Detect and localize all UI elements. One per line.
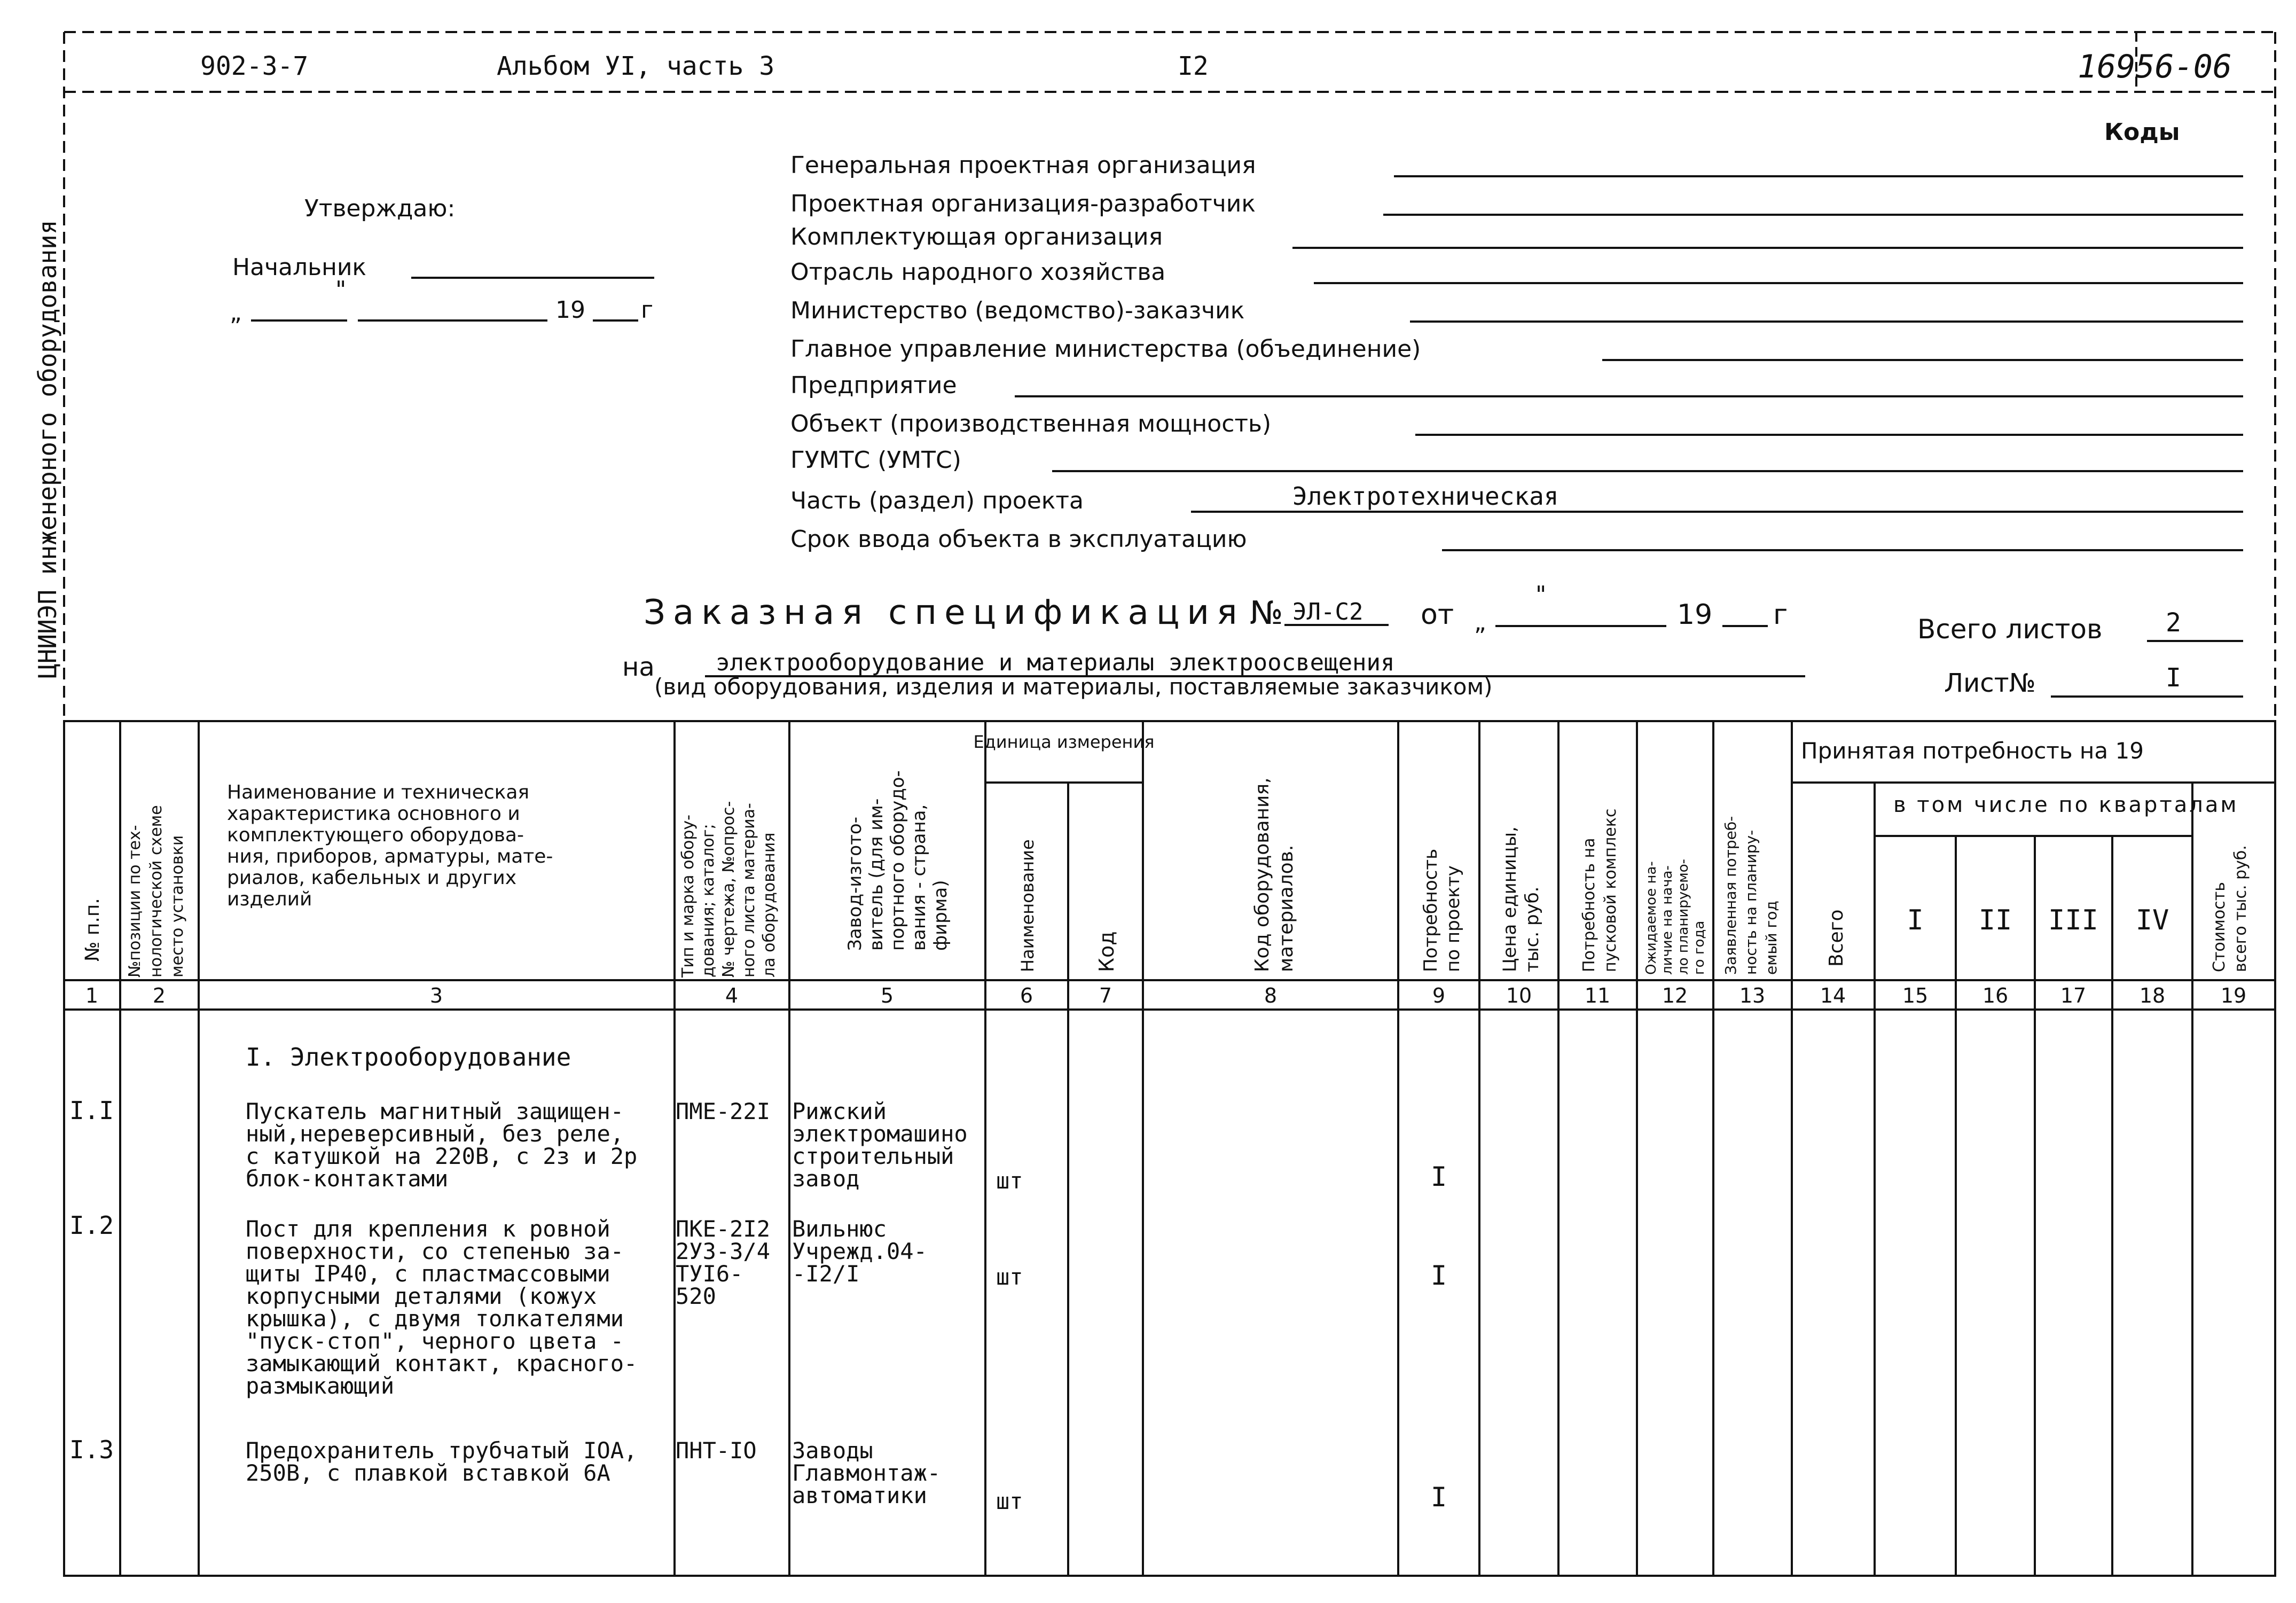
- row-unit: шт: [996, 1168, 1023, 1194]
- header-line: пусковой комплекс: [1601, 808, 1620, 972]
- header-line: фирма): [930, 880, 951, 951]
- row-number: I.3: [69, 1435, 114, 1464]
- table-header: [82, 732, 2250, 978]
- org-field-label: Срок ввода объекта в эксплуатацию: [790, 526, 1247, 553]
- codes-label: Коды: [2104, 119, 2180, 146]
- row-maker-line: Учрежд.04-: [792, 1238, 927, 1264]
- header-quarters: в том числе по кварталам: [1893, 793, 2239, 817]
- approval-block: [230, 195, 653, 326]
- header-line: Завод-изгото-: [844, 817, 866, 951]
- column-number: 5: [880, 984, 894, 1007]
- header-col-9: [1420, 849, 1464, 972]
- project-code: 902-3-7: [200, 51, 309, 81]
- header-col-2: [126, 805, 187, 978]
- column-number: 3: [429, 984, 443, 1007]
- column-numbers: [85, 984, 2246, 1007]
- header-line: изделий: [227, 888, 312, 910]
- column-number: 15: [1902, 984, 1929, 1007]
- row-name-line: Пост для крепления к ровной: [246, 1216, 610, 1242]
- approve-year-suffix: г: [641, 296, 654, 324]
- header-col-11: [1580, 809, 1620, 972]
- row-maker-line: Главмонтаж-: [792, 1460, 941, 1486]
- spec-year: 19: [1677, 599, 1713, 631]
- row-number: I.I: [69, 1096, 114, 1125]
- header-line: Потребность: [1420, 848, 1441, 972]
- header-line: ного листа материа-: [740, 803, 758, 978]
- row-name-line: крышка), с двумя толкателями: [246, 1305, 624, 1332]
- row-type-line: ПКЕ-2I2: [676, 1216, 771, 1242]
- row-name-line: щиты IP40, с пластмассовыми: [246, 1261, 610, 1287]
- row-maker-line: строительный: [792, 1143, 954, 1169]
- org-field-label: Объект (производственная мощность): [790, 410, 1272, 437]
- table-body: [69, 1043, 1447, 1514]
- row-maker-line: -I2/I: [792, 1261, 860, 1287]
- page-number: I2: [1178, 51, 1209, 81]
- org-field-label: Генеральная проектная организация: [790, 152, 1256, 179]
- column-number: 13: [1739, 984, 1766, 1007]
- sheet-label: Лист№: [1944, 668, 2036, 698]
- row-type-line: 2У3-3/4: [676, 1238, 771, 1264]
- row-maker-line: Рижский: [792, 1098, 887, 1124]
- header-line: емый год: [1762, 901, 1780, 975]
- row-name-line: блок-контактами: [246, 1166, 449, 1192]
- column-number: 17: [2060, 984, 2087, 1007]
- header-line: комплектующего оборудова-: [227, 824, 524, 846]
- header-line: № чертежа, №опрос-: [719, 801, 738, 978]
- column-number: 10: [1506, 984, 1532, 1007]
- row-quantity: I: [1430, 1161, 1447, 1192]
- header-line: Код оборудования,: [1251, 777, 1273, 972]
- row-name-line: Предохранитель трубчатый IOA,: [246, 1437, 638, 1464]
- row-type-line: ПНТ-IO: [676, 1437, 757, 1464]
- row-unit: шт: [996, 1264, 1023, 1290]
- row-name-line: Пускатель магнитный защищен-: [246, 1098, 624, 1124]
- row-name-line: корпусными деталями (кожух: [246, 1283, 597, 1309]
- header-line: го года: [1691, 920, 1707, 975]
- header-col-3: [227, 781, 553, 910]
- row-number: I.2: [69, 1211, 114, 1240]
- column-number: 18: [2139, 984, 2166, 1007]
- approve-title: Утверждаю:: [304, 195, 456, 222]
- header-quarter-3: III: [2048, 904, 2098, 936]
- header-unit-group: Единица измерения: [973, 732, 1155, 752]
- table-row: [69, 1096, 1447, 1194]
- approve-date-open: „: [230, 299, 242, 326]
- header-line: витель (для им-: [866, 798, 887, 951]
- column-number: 7: [1099, 984, 1112, 1007]
- total-sheets-value: 2: [2166, 608, 2181, 638]
- header-line: характеристика основного и: [227, 803, 520, 825]
- header-line: ния, приборов, арматуры, мате-: [227, 846, 553, 867]
- header-col-10: [1499, 826, 1543, 972]
- approve-year: 19: [555, 296, 585, 324]
- row-maker-line: электромашино: [792, 1121, 968, 1147]
- row-name-line: 250В, с плавкой вставкой 6А: [246, 1460, 610, 1486]
- header-line: дования; каталог;: [699, 824, 718, 978]
- header-col-19: [2210, 845, 2250, 972]
- org-field-label: ГУМТС (УМТС): [790, 447, 961, 474]
- header-col-13: [1722, 816, 1780, 975]
- org-field-label: Предприятие: [790, 372, 957, 399]
- org-field-label: Министерство (ведомство)-заказчик: [790, 297, 1245, 324]
- org-field-label: Комплектующая организация: [790, 223, 1163, 251]
- spec-title: Заказная спецификация: [644, 593, 1245, 632]
- header-quarter-4: IV: [2135, 904, 2169, 936]
- spec-number: ЭЛ-С2: [1292, 598, 1364, 625]
- header-line: Заявленная потреб-: [1722, 816, 1739, 975]
- spec-subject: электрооборудование и материалы электроосвещения: [716, 649, 1395, 676]
- header-line: вания - страна,: [908, 804, 930, 951]
- header-col-6: Наименование: [1017, 839, 1038, 972]
- header-quarter-2: II: [1978, 904, 2012, 936]
- column-number: 12: [1662, 984, 1688, 1007]
- header-line: Цена единицы,: [1499, 826, 1521, 972]
- specification-title-block: [622, 581, 2181, 700]
- header-line: Тип и марка обору-: [679, 815, 698, 978]
- page-header: [200, 48, 2232, 85]
- row-maker-line: Вильнюс: [792, 1216, 887, 1242]
- header-col-8: [1251, 777, 1297, 972]
- organization-fields: [790, 152, 1559, 553]
- header-col-5: [844, 770, 951, 951]
- column-number: 9: [1432, 984, 1446, 1007]
- approve-chief-label: Начальник: [232, 254, 367, 281]
- row-maker-line: автоматики: [792, 1482, 927, 1508]
- table-row: [69, 1435, 1447, 1514]
- column-number: 16: [1982, 984, 2009, 1007]
- row-name-line: с катушкой на 220В, с 2з и 2р: [246, 1143, 638, 1169]
- header-line: Стоимость: [2210, 882, 2229, 972]
- header-line: Наименование и техническая: [227, 781, 530, 803]
- header-line: ла оборудования: [760, 832, 779, 978]
- section-title: I. Электрооборудование: [246, 1043, 571, 1072]
- header-col-14: Всего: [1825, 909, 1847, 967]
- header-col-7: Код: [1095, 931, 1118, 972]
- spec-on-label: на: [622, 652, 655, 682]
- row-name-line: ный,нереверсивный, без реле,: [246, 1121, 624, 1147]
- column-number: 2: [152, 984, 166, 1007]
- header-line: материалов.: [1275, 844, 1297, 972]
- document-number: 16956-06: [2078, 48, 2232, 85]
- spec-subject-caption: (вид оборудования, изделия и материалы, поставляемые заказчиком): [654, 674, 1493, 700]
- header-line: портного оборудо-: [887, 770, 908, 951]
- row-name-line: размыкающий: [246, 1373, 395, 1399]
- row-quantity: I: [1430, 1260, 1447, 1291]
- header-line: Потребность на: [1580, 838, 1598, 972]
- spec-number-label: №: [1250, 595, 1283, 632]
- header-col-4: [679, 801, 779, 978]
- row-maker-line: завод: [792, 1166, 860, 1192]
- column-number: 6: [1020, 984, 1033, 1007]
- spec-from-label: от: [1421, 599, 1454, 631]
- header-quarter-1: I: [1907, 904, 1924, 936]
- spec-date-close: ": [1535, 581, 1547, 608]
- row-maker-line: Заводы: [792, 1437, 873, 1464]
- header-line: ло планируемо-: [1675, 858, 1691, 975]
- approve-date-close: ": [335, 276, 347, 303]
- row-name-line: "пуск-стоп", черного цвета -: [246, 1328, 624, 1354]
- org-field-label: Проектная организация-разработчик: [790, 190, 1256, 217]
- org-field-label: Отрасль народного хозяйства: [790, 259, 1166, 286]
- row-name-line: поверхности, со степенью за-: [246, 1238, 624, 1264]
- header-line: ность на планиру-: [1742, 830, 1760, 975]
- row-name-line: замыкающий контакт, красного-: [246, 1350, 638, 1377]
- row-type-line: ПМЕ-22I: [676, 1098, 771, 1124]
- column-number: 4: [725, 984, 739, 1007]
- org-field-label: Часть (раздел) проекта: [790, 487, 1084, 514]
- total-sheets-label: Всего листов: [1917, 614, 2103, 645]
- row-quantity: I: [1430, 1482, 1447, 1513]
- header-line: по проекту: [1443, 865, 1464, 972]
- org-field-label: Главное управление министерства (объединение): [790, 335, 1421, 363]
- table-row: [69, 1211, 1447, 1399]
- column-number: 8: [1264, 984, 1278, 1007]
- column-number: 19: [2220, 984, 2247, 1007]
- header-line: Ожидаемое на-: [1643, 861, 1659, 975]
- header-line: №позиции по тех-: [126, 825, 144, 978]
- header-line: место установки: [168, 835, 187, 978]
- row-type-line: ТУI6-: [676, 1261, 743, 1287]
- header-line: нологической схеме: [147, 805, 166, 978]
- header-accepted: Принятая потребность на 19: [1801, 738, 2144, 764]
- album-label: Альбом УI, часть 3: [497, 51, 775, 81]
- header-col-1: № п.п.: [82, 898, 104, 961]
- column-number: 14: [1820, 984, 1846, 1007]
- column-number: 11: [1584, 984, 1611, 1007]
- header-line: риалов, кабельных и других: [227, 867, 517, 889]
- project-section-value: Электротехническая: [1292, 482, 1559, 511]
- header-line: личие на нача-: [1659, 865, 1675, 975]
- row-unit: шт: [996, 1488, 1023, 1514]
- side-organization-label: ЦНИИЭП инженерного оборудования: [33, 220, 62, 678]
- spec-year-suffix: г: [1773, 599, 1788, 631]
- column-number: 1: [85, 984, 99, 1007]
- header-line: всего тыс. руб.: [2231, 845, 2250, 972]
- sheet-value: I: [2166, 663, 2181, 693]
- header-line: тыс. руб.: [1522, 886, 1543, 972]
- row-type-line: 520: [676, 1283, 716, 1309]
- header-col-12: [1643, 859, 1707, 975]
- spec-date-open: „: [1474, 609, 1486, 636]
